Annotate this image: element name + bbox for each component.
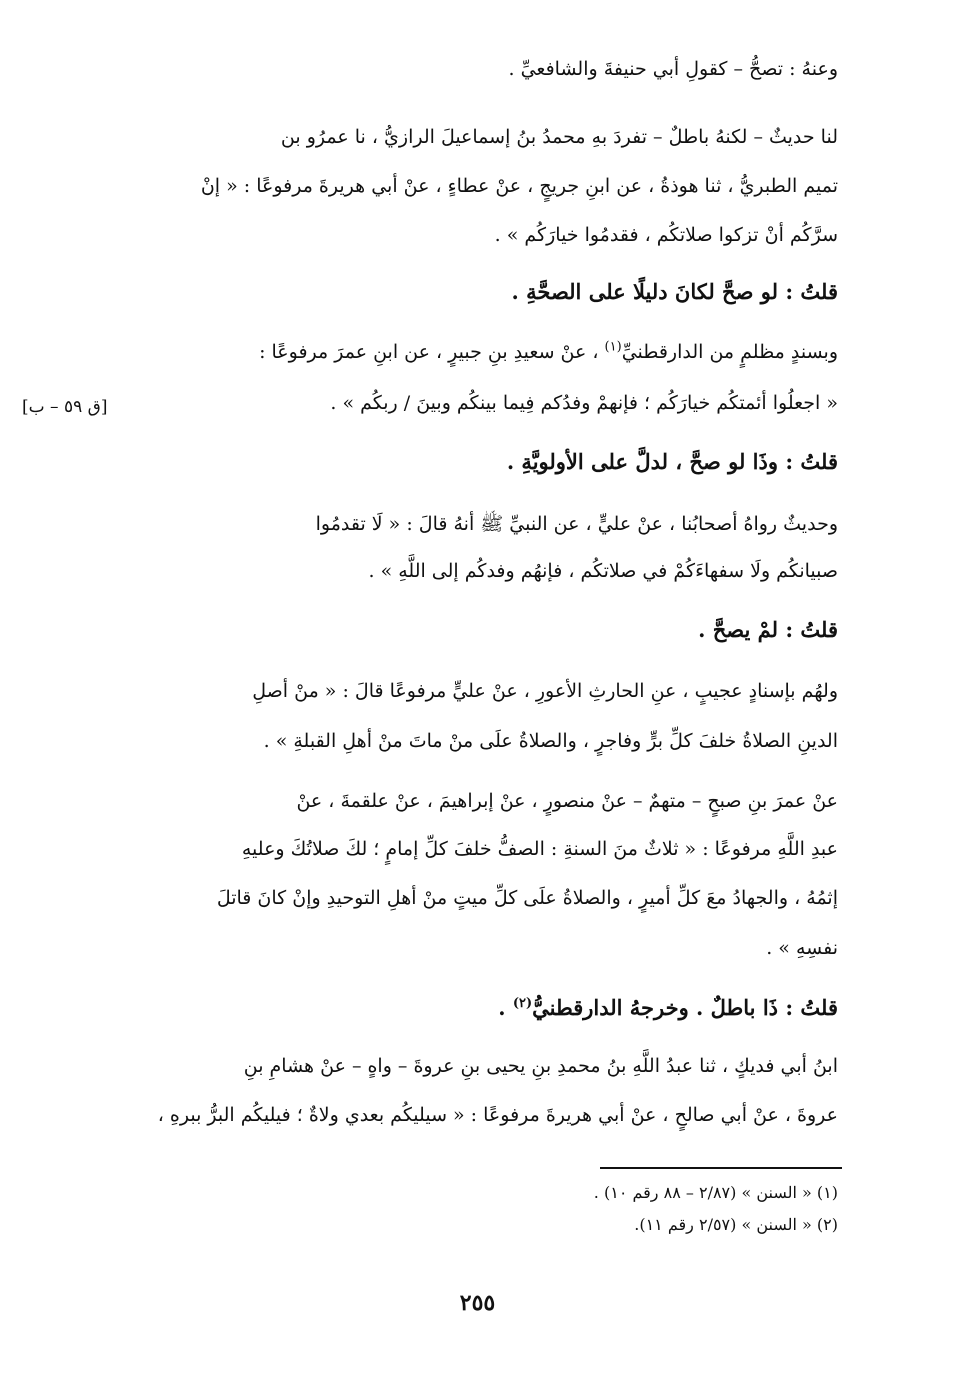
paragraph-2-line-1: [130, 341, 838, 363]
paragraph-5-line-4: نفسِهِ » .: [766, 937, 838, 959]
paragraph-4-line-2: الدينِ الصلاةُ خلفَ كلِّ برٍّ وفاجرٍ ، والصلاةُ علَى منْ ماتَ منْ أهلِ القبلةِ » .: [263, 730, 838, 752]
heading-qultu-1: قلتُ : لو صحَّ لكانَ دليلًا على الصحَّةِ .: [511, 279, 838, 304]
heading-qultu-2: قلتُ : وذَا لو صحَّ ، لدلَّ على الأولويَّةِ .: [506, 449, 838, 474]
heading-4-text: قلتُ : ذَا باطلٌ . وخرجهُ الدارقطنيُّ: [532, 995, 838, 1020]
footnote-1: (١) « السنن » (٢/٨٧ – ٨٨ رقم ١٠) .: [593, 1183, 838, 1202]
paragraph-1-line-1: لنا حديثٌ – لكنهُ باطلٌ – تفردَ بهِ محمدُ بنُ إسماعيلَ الرازيُّ ، نا عمرُو بن: [280, 126, 838, 148]
paragraph-6-line-2: عروةَ ، عنْ أبي صالحٍ ، عنْ أبي هريرةَ مرفوعًا : « سيليكُم بعدي ولاةٌ ؛ فيليكُم البرُّ ببرهِ ،: [157, 1104, 838, 1126]
paragraph-5-line-1: عنْ عمرَ بنِ صبحٍ – متهمٌ – عنْ منصورٍ ، عنْ إبراهيمَ ، عنْ علقمةَ ، عنْ: [296, 790, 838, 812]
heading-4-period: .: [498, 995, 506, 1020]
paragraph-2-line-2: « اجعلُوا أئمتكُم خيارَكُم ؛ فإنهمْ وفدُكم فِيما بينكُم وبينَ / ربكُم » .: [330, 392, 838, 414]
manuscript-folio-reference: [ق ٥٩ – ب]: [22, 397, 108, 417]
paragraph-2-text-a: وبسندٍ مظلمٍ من الدارقطنيِّ: [621, 341, 838, 363]
paragraph-1-line-2: تميم الطبريُّ ، ثنا هوذةُ ، عن ابنِ جريجٍ ، عنْ عطاءٍ ، عنْ أبي هريرةَ مرفوعًا : « إنْ: [200, 175, 838, 197]
paragraph-5-line-2: عبدِ اللَّهِ مرفوعًا : « ثلاثٌ منَ السنةِ : الصفُّ خلفَ كلِّ إمامٍ ؛ لكَ صلاتُكَ وعليهِ: [241, 838, 838, 860]
heading-qultu-4: [130, 995, 838, 1020]
footnote-marker-2: (٢): [512, 996, 533, 1011]
footnote-separator: [600, 1167, 842, 1169]
paragraph-6-line-1: ابنُ أبي فديكٍ ، ثنا عبدُ اللَّهِ بنُ محمدِ بنِ يحيى بنِ عروةَ – واهٍ – عنْ هشامِ بنِ: [243, 1055, 838, 1077]
heading-qultu-3: قلتُ : لمْ يصحَّ .: [698, 617, 838, 642]
paragraph-3-line-2: صبيانكُم ولَا سفهاءَكُمْ في صلاتكُم ، فإنهُم وفدكُم إلى اللَّهِ » .: [368, 560, 838, 582]
opening-line: وعنهُ : تصحُّ – كقولِ أبي حنيفةَ والشافعيِّ .: [508, 58, 838, 80]
footnote-marker-1: (١): [604, 339, 622, 355]
paragraph-3-line-1: وحديثٌ رواهُ أصحابُنا ، عنْ عليٍّ ، عن النبيِّ ﷺ أنهُ قالَ : « لَا تقدمُوا: [315, 513, 838, 535]
paragraph-4-line-1: ولهُم بإسنادٍ عجيبٍ ، عنِ الحارثِ الأعورِ ، عنْ عليٍّ مرفوعًا قالَ : « منْ أصلِ: [252, 680, 838, 702]
footnote-2: (٢) « السنن » (٢/٥٧ رقم ١١).: [634, 1215, 838, 1234]
paragraph-1-line-3: سرَّكُم أنْ تزكوا صلاتكُم ، فقدمُوا خيارَكُم » .: [494, 224, 838, 246]
paragraph-5-line-3: إثمُهُ ، والجهادُ معَ كلِّ أميرٍ ، والصلاةُ علَى كلِّ ميتٍ منْ أهلِ التوحيدِ وإنْ كانَ قاتلَ: [216, 887, 838, 909]
paragraph-2-text-b: ، عنْ سعيدِ بنِ جبيرٍ ، عن ابنِ عمرَ مرفوعًا :: [259, 341, 599, 363]
page-number: ٢٥٥: [459, 1290, 496, 1316]
